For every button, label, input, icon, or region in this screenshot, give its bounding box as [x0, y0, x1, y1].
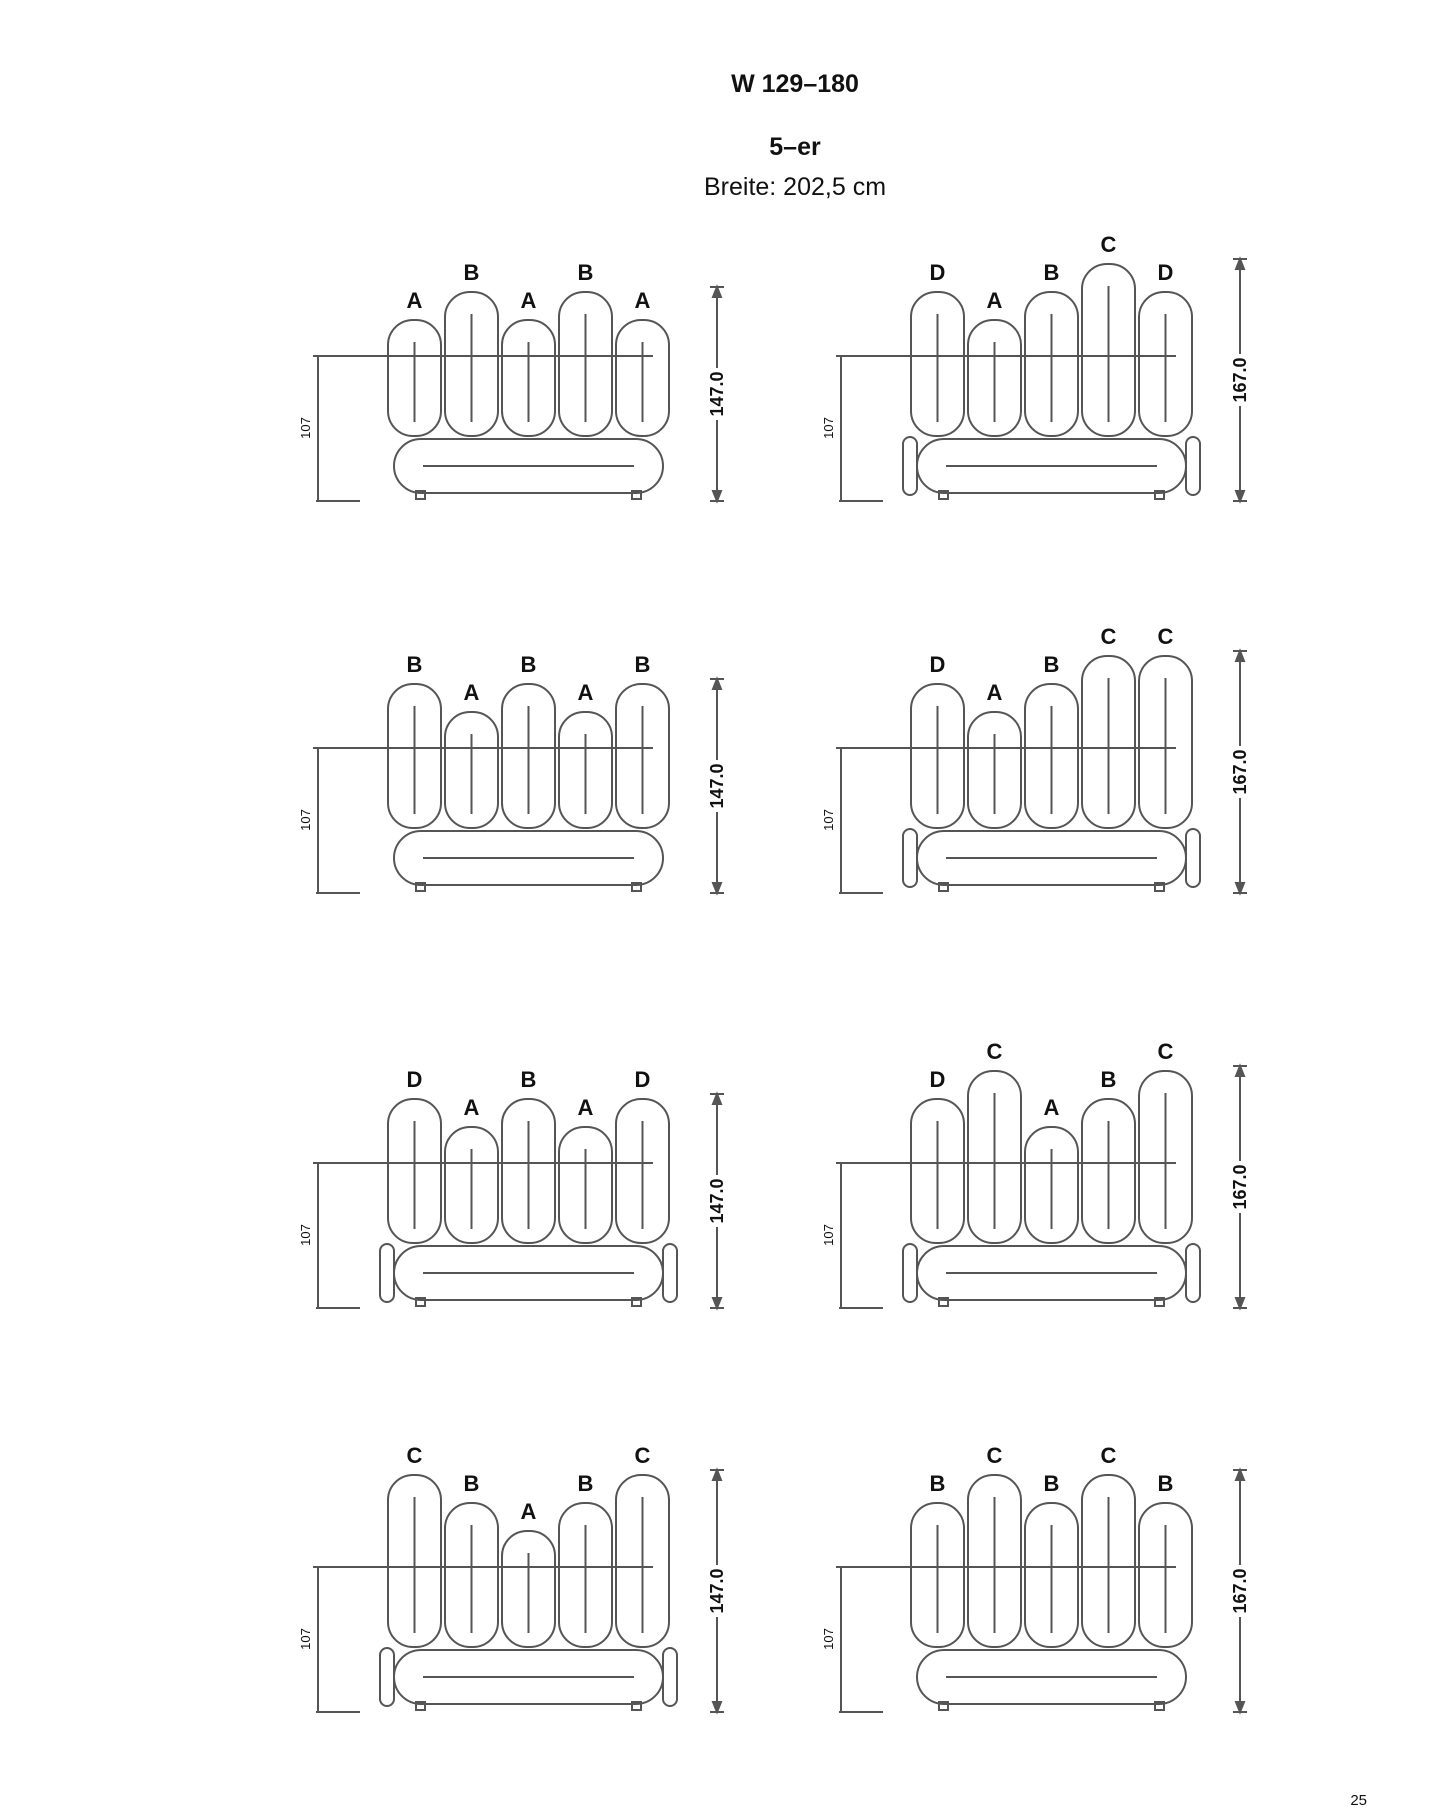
arrow-down-icon [1236, 883, 1244, 893]
total-height-label: 147.0 [706, 371, 727, 417]
total-height-label: 167.0 [1229, 357, 1250, 403]
sofa-configuration-7 [298, 1443, 727, 1712]
cushion-label: A [406, 288, 423, 313]
armrest-left [903, 829, 917, 887]
arrow-down-icon [713, 491, 721, 501]
cushion-label: A [520, 1499, 537, 1524]
cushion-label: C [1100, 232, 1117, 257]
arrow-down-icon [713, 1702, 721, 1712]
seat-height-label: 107 [821, 1628, 836, 1650]
arrow-down-icon [713, 1298, 721, 1308]
cushion-label: A [986, 288, 1003, 313]
cushion-label: C [1100, 1443, 1117, 1468]
total-height-label: 147.0 [706, 1568, 727, 1614]
cushion-label: D [634, 1067, 651, 1092]
cushion-label: A [463, 1095, 480, 1120]
seat-height-label: 107 [821, 1224, 836, 1246]
cushion-label: D [929, 1067, 946, 1092]
arrow-down-icon [1236, 1702, 1244, 1712]
cushion-label: B [406, 652, 423, 677]
cushion-label: A [463, 680, 480, 705]
arrow-up-icon [713, 1094, 721, 1104]
cushion-label: C [986, 1039, 1003, 1064]
width-label: Breite: 202,5 cm [703, 173, 887, 201]
cushion-label: B [520, 652, 537, 677]
arrow-up-icon [713, 679, 721, 689]
cushion-label: B [634, 652, 651, 677]
seat-height-label: 107 [298, 417, 313, 439]
sofa-configuration-1 [298, 260, 727, 501]
arrow-down-icon [1236, 1298, 1244, 1308]
arrow-up-icon [1236, 259, 1244, 269]
page-subtitle: 5–er [769, 133, 821, 161]
total-height-label: 147.0 [706, 763, 727, 809]
arrow-up-icon [1236, 651, 1244, 661]
armrest-right [1186, 437, 1200, 495]
cushion-label: C [1157, 1039, 1174, 1064]
sofa-configuration-5 [298, 1067, 727, 1308]
cushion-label: C [406, 1443, 423, 1468]
armrest-right [1186, 1244, 1200, 1302]
sofa-configuration-6 [821, 1039, 1250, 1308]
sofa-configuration-2 [821, 232, 1250, 501]
cushion-label: B [1157, 1471, 1174, 1496]
cushion-label: B [929, 1471, 946, 1496]
cushion-label: A [634, 288, 651, 313]
cushion-label: D [929, 260, 946, 285]
cushion-label: B [1043, 260, 1060, 285]
arrow-up-icon [1236, 1470, 1244, 1480]
cushion-label: B [1100, 1067, 1117, 1092]
armrest-left [380, 1244, 394, 1302]
cushion-label: B [463, 1471, 480, 1496]
total-height-label: 167.0 [1229, 749, 1250, 795]
page-number: 25 [1350, 1792, 1367, 1809]
sofa-configuration-8 [821, 1443, 1250, 1712]
seat-height-label: 107 [821, 417, 836, 439]
cushion-label: D [1157, 260, 1174, 285]
cushion-label: A [577, 680, 594, 705]
sofa-configuration-3 [298, 652, 727, 893]
armrest-left [380, 1648, 394, 1706]
armrest-left [903, 437, 917, 495]
cushion-label: A [520, 288, 537, 313]
sofa-configuration-4 [821, 624, 1250, 893]
cushion-label: B [1043, 652, 1060, 677]
total-height-label: 167.0 [1229, 1164, 1250, 1210]
cushion-label: C [634, 1443, 651, 1468]
armrest-right [663, 1244, 677, 1302]
cushion-label: B [520, 1067, 537, 1092]
armrest-right [663, 1648, 677, 1706]
total-height-label: 167.0 [1229, 1568, 1250, 1614]
seat-height-label: 107 [821, 809, 836, 831]
cushion-label: B [463, 260, 480, 285]
seat-height-label: 107 [298, 809, 313, 831]
armrest-right [1186, 829, 1200, 887]
cushion-label: B [577, 1471, 594, 1496]
page-title: W 129–180 [731, 70, 859, 98]
seat-height-label: 107 [298, 1628, 313, 1650]
cushion-label: B [577, 260, 594, 285]
total-height-label: 147.0 [706, 1178, 727, 1224]
arrow-down-icon [713, 883, 721, 893]
cushion-label: D [406, 1067, 423, 1092]
cushion-label: C [1157, 624, 1174, 649]
cushion-label: C [986, 1443, 1003, 1468]
cushion-label: C [1100, 624, 1117, 649]
arrow-up-icon [1236, 1066, 1244, 1076]
arrow-up-icon [713, 287, 721, 297]
arrow-down-icon [1236, 491, 1244, 501]
cushion-label: B [1043, 1471, 1060, 1496]
arrow-up-icon [713, 1470, 721, 1480]
seat-height-label: 107 [298, 1224, 313, 1246]
cushion-label: A [1043, 1095, 1060, 1120]
cushion-label: A [577, 1095, 594, 1120]
cushion-label: A [986, 680, 1003, 705]
armrest-left [903, 1244, 917, 1302]
cushion-label: D [929, 652, 946, 677]
